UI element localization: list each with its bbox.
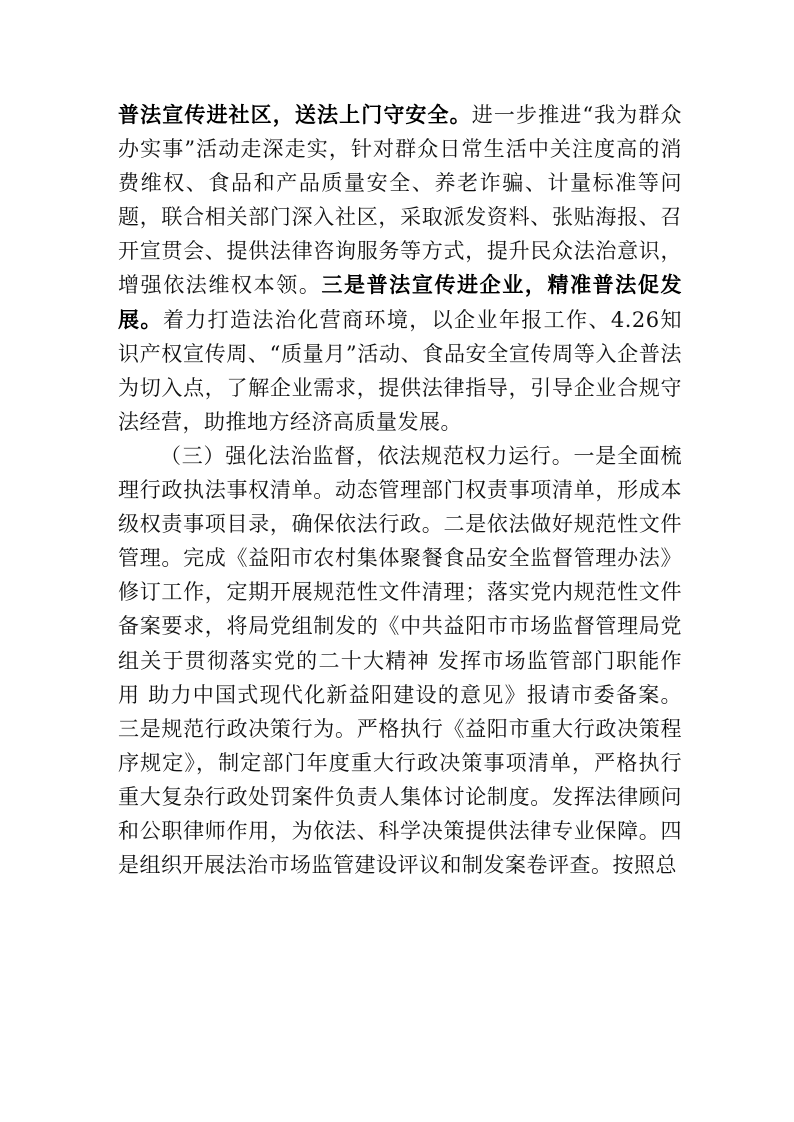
body-text-enterprise-publicity: 着力打造法治化营商环境，以企业年报工作、4.26知识产权宣传周、“质量月”活动、食品安全宣传周等入企普法为切入点，了解企业需求，提供法律指导，引导企业合规守法经营，助推地方经济高质量发展。 (118, 307, 682, 434)
paragraph-legal-supervision (118, 439, 682, 882)
bold-heading-enterprise-publicity: 三是普法宣传进企业，精准普法促发展。 (118, 272, 682, 332)
body-text-legal-supervision: （三）强化法治监督，依法规范权力运行。一是全面梳理行政执法事权清单。动态管理部门权责事项清单，形成本级权责事项目录，确保依法行政。二是依法做好规范性文件管理。完成《益阳市农村集体聚餐食品安全监督管理办法》修订工作，定期开展规范性文件清理；落实党内规范性文件备案要求，将局党组制发的《中共益阳市市场监督管理局党组关于贯彻落实党的二十大精神 发挥市场监管部门职能作用 助力中国式现代化新益阳建设的意见》报请市委备案。三是规范行政决策行为。严格执行《益阳市重大行政决策程序规定》，制定部门年度重大行政决策事项清单，严格执行重大复杂行政处罚案件负责人集体讨论制度。发挥法律顾问和公职律师作用，为依法、科学决策提供法律专业保障。四是组织开展法治市场监管建设评议和制发案卷评查。按照总 (118, 443, 682, 878)
bold-heading-community-publicity: 普法宣传进社区，送法上门守安全。 (118, 102, 472, 127)
document-body (118, 98, 682, 882)
body-text-community-publicity: 进一步推进“我为群众办实事”活动走深走实，针对群众日常生活中关注度高的消费维权、食品和产品质量安全、养老诈骗、计量标准等问题，联合相关部门深入社区，采取派发资料、张贴海报、召开宣贯会、提供法律咨询服务等方式，提升民众法治意识，增强依法维权本领。 (118, 103, 682, 298)
paragraph-community-enterprise-publicity (118, 98, 682, 439)
